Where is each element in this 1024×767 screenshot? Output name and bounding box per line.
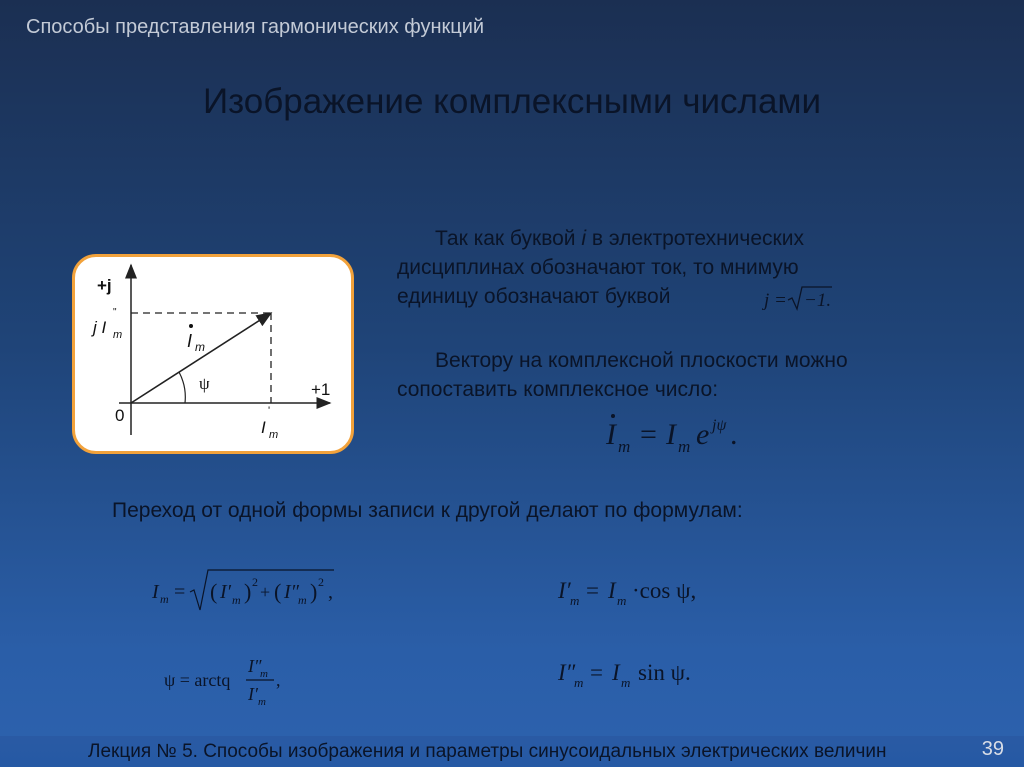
svg-text:,: , (276, 670, 281, 690)
svg-text:m: m (232, 593, 241, 607)
svg-text:+: + (260, 582, 271, 602)
svg-text:I′: I′ (248, 684, 258, 704)
angle-arc (179, 372, 185, 403)
svg-text:·cos ψ,: ·cos ψ, (632, 578, 697, 603)
formula-modulus (150, 566, 350, 616)
formula-real (556, 572, 716, 612)
svg-text:m: m (621, 675, 631, 690)
svg-text:=: = (586, 578, 599, 603)
svg-text:I″: I″ (558, 660, 576, 685)
svg-text:): ) (310, 579, 318, 604)
paragraph-line: Так как буквой (435, 227, 582, 250)
svg-text:m: m (617, 593, 627, 608)
svg-text:=: = (640, 418, 657, 451)
svg-text:2: 2 (318, 575, 324, 589)
formula-j-definition (764, 284, 854, 318)
origin-label: 0 (115, 406, 125, 425)
svg-text:m: m (618, 437, 631, 456)
svg-text:(: ( (210, 579, 218, 604)
svg-text:m: m (260, 668, 268, 680)
formula-imag (556, 654, 726, 694)
real-part-prime: ' (268, 405, 271, 417)
svg-text:m: m (160, 592, 169, 606)
svg-text:m: m (574, 675, 584, 690)
svg-text:): ) (244, 579, 252, 604)
letter-i: i (581, 227, 587, 250)
slide-header: Способы представления гармонических функций (26, 16, 485, 38)
imag-part-prime: " (113, 307, 117, 318)
svg-text:I: I (666, 418, 676, 451)
paragraph-vector (397, 346, 957, 404)
svg-text:I: I (606, 418, 616, 451)
paragraph-line: дисциплинах обозначают ток, то мнимую (397, 256, 799, 279)
svg-text:I: I (612, 660, 620, 685)
svg-text:I″: I″ (284, 581, 299, 603)
imag-part-sub: m (113, 329, 123, 341)
svg-text:I′: I′ (220, 581, 232, 603)
formula-complex (600, 412, 770, 462)
svg-text:I: I (608, 578, 616, 603)
svg-text:m: m (258, 696, 266, 708)
svg-text:−1.: −1. (804, 290, 832, 311)
vector-sub: m (195, 340, 205, 354)
real-part-label: I (261, 418, 266, 437)
svg-text:ψ = arctq: ψ = arctq (164, 670, 231, 690)
paragraph-line: единицу обозначают буквой (397, 285, 671, 308)
svg-text:m: m (678, 437, 691, 456)
formula-j-svg (764, 284, 854, 312)
svg-text:I: I (152, 581, 159, 603)
svg-text:e: e (696, 418, 710, 451)
footer-lecture: Лекция № 5. Способы изображения и параметры синусоидальных электрических величин (88, 741, 887, 762)
angle-label: ψ (199, 374, 210, 393)
imag-part-label: j I (93, 318, 107, 337)
svg-text:=: = (174, 581, 186, 603)
axis-j-label: +j (97, 276, 112, 295)
svg-text:=: = (774, 290, 787, 311)
vector-diagram (75, 257, 351, 451)
svg-text:(: ( (274, 579, 282, 604)
formula-arg (164, 652, 304, 712)
svg-text:I″: I″ (248, 656, 262, 676)
svg-text:sin ψ.: sin ψ. (638, 660, 691, 685)
svg-text:,: , (328, 581, 333, 603)
real-part-sub: m (269, 429, 279, 441)
vector-diagram-box (72, 254, 354, 454)
page-number: 39 (981, 738, 1004, 760)
paragraph-line: сопоставить комплексное число: (397, 378, 719, 401)
axis-1-label: +1 (311, 380, 331, 399)
svg-text:2: 2 (252, 575, 258, 589)
svg-text:=: = (590, 660, 603, 685)
svg-text:m: m (298, 593, 307, 607)
slide-title: Изображение комплексными числами (202, 82, 822, 121)
paragraph-line: в электротехнических (586, 227, 804, 250)
paragraph-line: Вектору на комплексной плоскости можно (435, 349, 848, 372)
svg-text:jψ: jψ (712, 417, 727, 434)
svg-text:.: . (730, 418, 738, 451)
svg-text:j: j (764, 290, 770, 311)
svg-text:I′: I′ (558, 578, 571, 603)
vector-label: I (187, 331, 193, 351)
transition-text: Переход от одной формы записи к другой делают по формулам: (112, 499, 743, 522)
svg-text:m: m (570, 593, 580, 608)
